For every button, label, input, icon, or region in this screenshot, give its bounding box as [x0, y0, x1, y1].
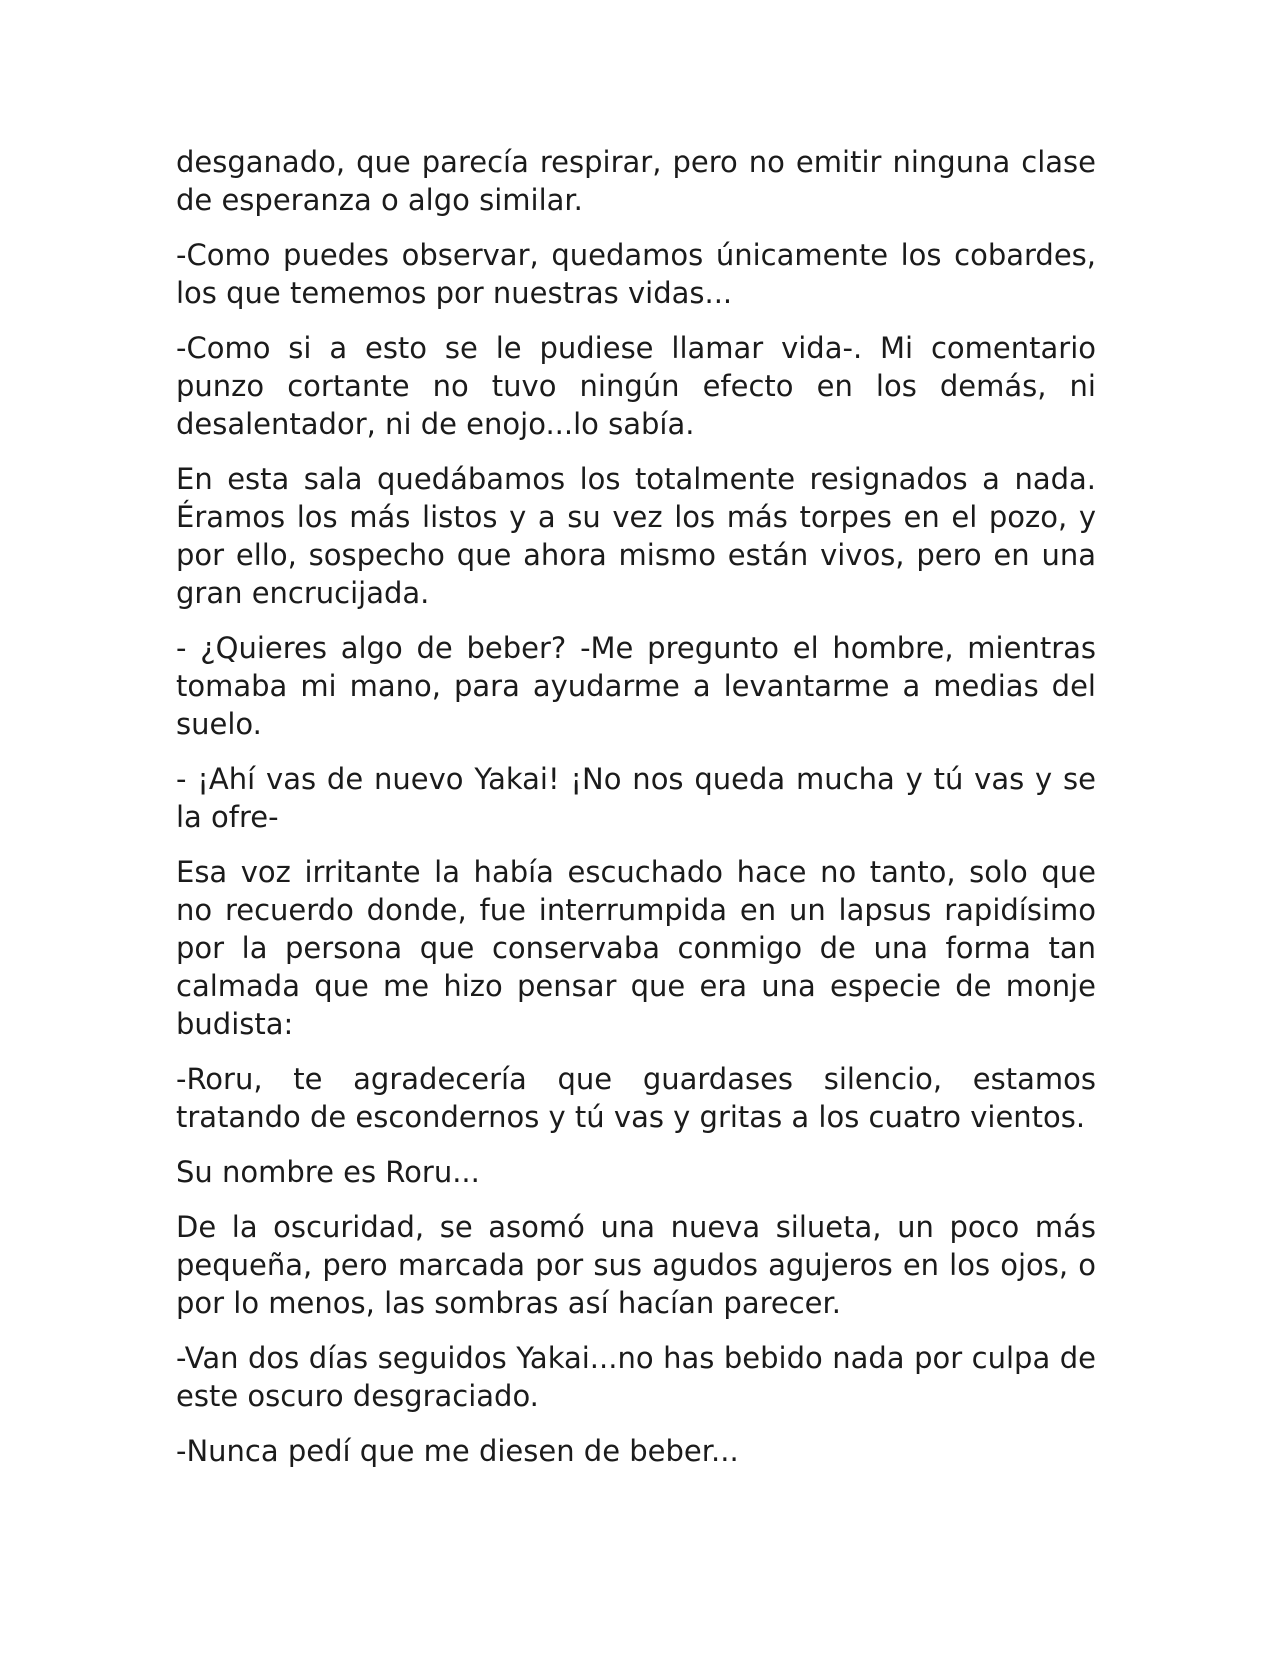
- paragraph: -Como puedes observar, quedamos únicamente los cobardes, los que tememos por nuestras vidas...: [176, 238, 1096, 310]
- paragraph: - ¡Ahí vas de nuevo Yakai! ¡No nos queda mucha y tú vas y se la ofre-: [176, 762, 1096, 834]
- paragraph: desganado, que parecía respirar, pero no emitir ninguna clase de esperanza o algo similar.: [176, 145, 1096, 217]
- paragraph: Esa voz irritante la había escuchado hace no tanto, solo que no recuerdo donde, fue interrumpida en un lapsus rapidísimo por la persona que conservaba conmigo de una forma tan calmada que me hizo pensar que era una especie de monje budista:: [176, 855, 1096, 1041]
- paragraph: Su nombre es Roru...: [176, 1155, 480, 1189]
- document-page: [176, 143, 1096, 1487]
- paragraph: -Nunca pedí que me diesen de beber...: [176, 1434, 739, 1468]
- paragraph: -Van dos días seguidos Yakai...no has bebido nada por culpa de este oscuro desgraciado.: [176, 1341, 1096, 1413]
- paragraph: -Roru, te agradecería que guardases silencio, estamos tratando de escondernos y tú vas y gritas a los cuatro vientos.: [176, 1062, 1096, 1134]
- paragraph: De la oscuridad, se asomó una nueva silueta, un poco más pequeña, pero marcada por sus agudos agujeros en los ojos, o por lo menos, las sombras así hacían parecer.: [176, 1210, 1096, 1320]
- paragraph: - ¿Quieres algo de beber? -Me pregunto el hombre, mientras tomaba mi mano, para ayudarme a levantarme a medias del suelo.: [176, 631, 1096, 741]
- paragraph: -Como si a esto se le pudiese llamar vida-. Mi comentario punzo cortante no tuvo ningún efecto en los demás, ni desalentador, ni de enojo...lo sabía.: [176, 331, 1096, 441]
- paragraph: En esta sala quedábamos los totalmente resignados a nada. Éramos los más listos y a su vez los más torpes en el pozo, y por ello, sospecho que ahora mismo están vivos, pero en una gran encrucijada.: [176, 462, 1096, 610]
